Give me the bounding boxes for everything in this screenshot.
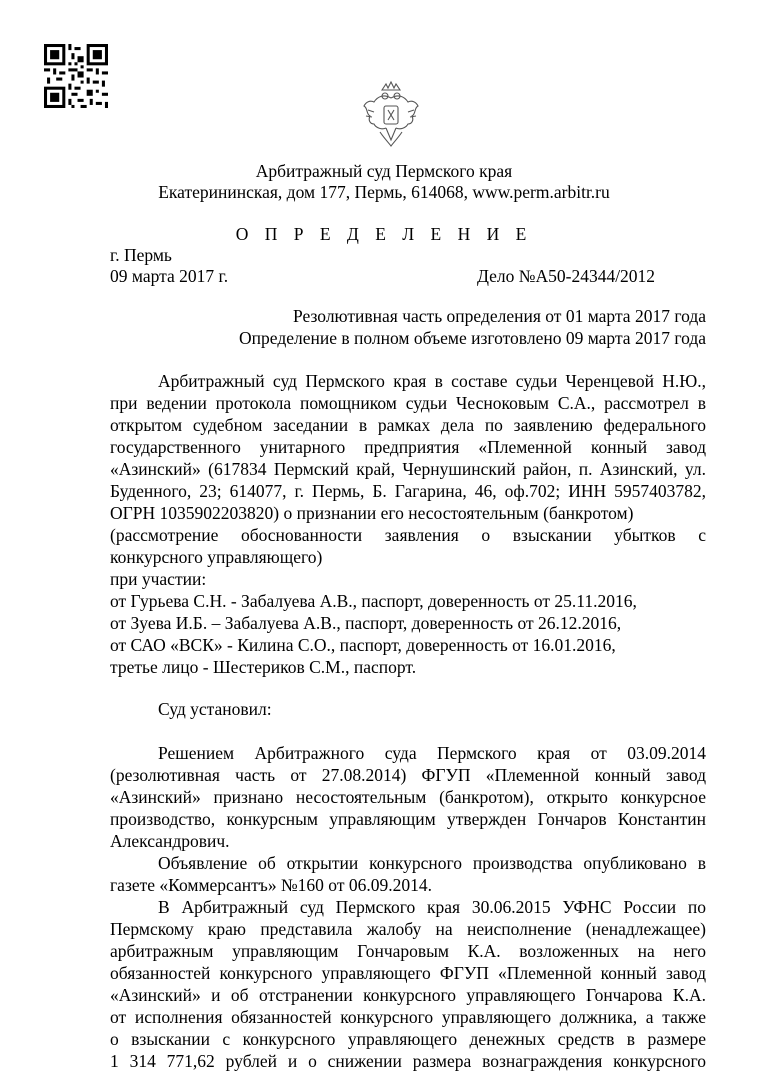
para3-line: о взыскании с конкурсного управляющего денежных средств в размере — [110, 1029, 706, 1049]
intro-line: Буденного, 23; 614077, г. Пермь, Б. Гагарина, 46, оф.702; ИНН 5957403782, — [110, 481, 706, 501]
para3-line: 1 314 771,62 рублей и о снижении размера вознаграждения конкурсного — [110, 1051, 706, 1071]
resolution-note: Резолютивная часть определения от 01 марта 2017 года — [293, 306, 706, 326]
participation-heading: при участии: — [110, 569, 207, 589]
qr-code-icon — [44, 44, 108, 108]
intro-line: Арбитражный суд Пермского края в составе судьи Черенцевой Н.Ю., — [158, 371, 706, 391]
full-text-note: Определение в полном объеме изготовлено 09 марта 2017 года — [239, 328, 706, 348]
intro-line: государственного унитарного предприятия «Племенной конный завод — [110, 437, 706, 457]
para3-line: Пермскому краю представила жалобу на неисполнение (ненадлежащее) — [110, 919, 706, 939]
participant-line: третье лицо - Шестериков С.М., паспорт. — [110, 657, 417, 677]
para3-line: В Арбитражный суд Пермского края 30.06.2015 УФНС России по — [158, 897, 706, 917]
participant-line: от САО «ВСК» - Килина С.О., паспорт, доверенность от 16.01.2016, — [110, 635, 616, 655]
participant-line: от Гурьева С.Н. - Забалуева А.В., паспорт, доверенность от 25.11.2016, — [110, 591, 637, 611]
para3-line: обязанностей конкурсного управляющего ФГУП «Племенной конный завод — [110, 963, 706, 983]
para2-line: газете «Коммерсантъ» №160 от 06.09.2014. — [110, 875, 432, 895]
court-established: Суд установил: — [158, 699, 272, 719]
participant-line: от Зуева И.Б. – Забалуева А.В., паспорт, доверенность от 26.12.2016, — [110, 613, 622, 633]
para1-line: производство, конкурсным управляющим утвержден Гончаров Константин — [110, 809, 706, 829]
intro-line: «Азинский» (617834 Пермский край, Чернушинский район, п. Азинский, ул. — [110, 459, 706, 479]
intro-line: конкурсного управляющего) — [110, 547, 323, 567]
para3-line: «Азинский» и об отстранении конкурсного управляющего Гончарова К.А. — [110, 985, 706, 1005]
intro-line: ОГРН 1035902203820) о признании его несостоятельным (банкротом) — [110, 503, 634, 523]
para1-line: (резолютивная часть от 27.08.2014) ФГУП «Племенной конный завод — [110, 765, 706, 785]
intro-line: при ведении протокола помощником судьи Чесноковым С.А., рассмотрел в — [110, 393, 706, 413]
para3-line: арбитражным управляющим Гончаровым К.А. возложенных на него — [110, 941, 706, 961]
intro-line: открытом судебном заседании в рамках дела по заявлению федерального — [110, 415, 706, 435]
para2-line: Объявление об открытии конкурсного производства опубликовано в — [158, 853, 706, 873]
para1-line: Александрович. — [110, 831, 230, 851]
court-name: Арбитражный суд Пермского края — [255, 161, 513, 181]
para3-line: от исполнения обязанностей конкурсного управляющего должника, а также — [110, 1007, 706, 1027]
case-number: Дело №А50-24344/2012 — [477, 266, 656, 286]
document-date: 09 марта 2017 г. — [110, 266, 229, 286]
para1-line: «Азинский» признано несостоятельным (банкротом), открыто конкурсное — [110, 787, 706, 807]
para1-line: Решением Арбитражного суда Пермского края от 03.09.2014 — [158, 743, 706, 763]
document-title: О П Р Е Д Е Л Е Н И Е — [235, 224, 533, 244]
city: г. Пермь — [110, 245, 172, 265]
court-address: Екатерининская, дом 177, Пермь, 614068, www.perm.arbitr.ru — [158, 182, 610, 202]
coat-of-arms-emblem — [360, 80, 422, 150]
intro-line: (рассмотрение обоснованности заявления о взыскании убытков с — [110, 525, 706, 545]
